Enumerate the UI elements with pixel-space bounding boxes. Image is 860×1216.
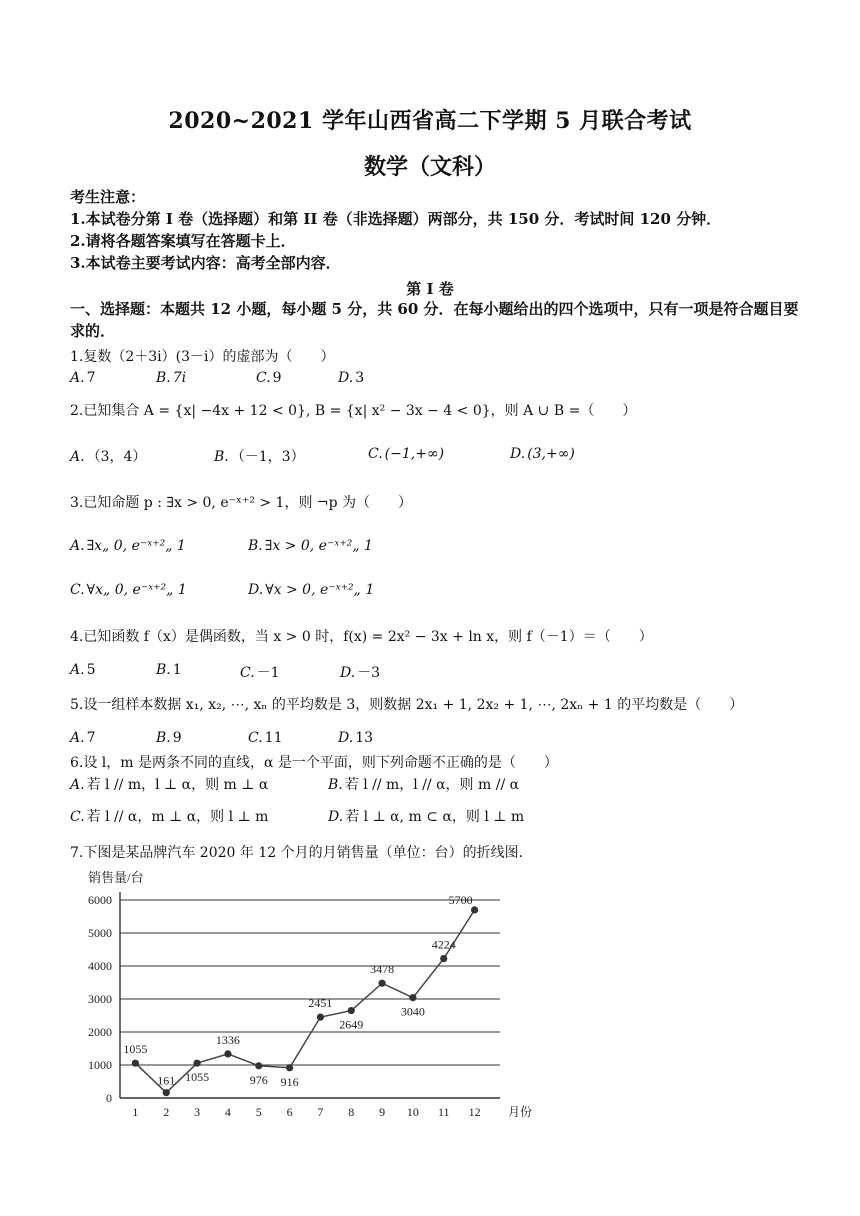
option-text: －3 — [357, 665, 381, 681]
x-tick-label: 5 — [255, 1105, 262, 1119]
data-label: 4224 — [431, 937, 456, 952]
option-text: ∃x„ 0, e⁻ˣ⁺²„ 1 — [86, 538, 186, 554]
x-axis-label: 月份 — [508, 1105, 533, 1119]
option-text: 若 l // α，m ⊥ α，则 l ⊥ m — [86, 809, 269, 825]
option-text: 11 — [264, 730, 283, 746]
option-text: 13 — [355, 730, 374, 746]
option-letter: B. — [328, 777, 343, 793]
option-letter: D. — [248, 582, 264, 598]
option-text: (−1,+∞) — [384, 446, 445, 462]
option-text: ∀x„ 0, e⁻ˣ⁺²„ 1 — [86, 582, 187, 598]
data-point — [348, 1007, 355, 1014]
option-text: (3,+∞) — [527, 446, 575, 462]
data-label: 161 — [157, 1073, 176, 1088]
y-tick-label: 3000 — [88, 992, 112, 1006]
data-point — [193, 1060, 200, 1067]
x-tick-label: 7 — [317, 1105, 324, 1119]
option-letter: B. — [156, 662, 171, 678]
x-tick-label: 8 — [348, 1105, 355, 1119]
y-tick-label: 0 — [106, 1091, 112, 1105]
option-text: ∀x > 0, e⁻ˣ⁺²„ 1 — [265, 582, 375, 598]
notice-item-1: 1.本试卷分第 I 卷（选择题）和第 II 卷（非选择题）两部分，共 150 分．考试时间 120 分钟． — [70, 210, 722, 228]
option-text: 7 — [86, 730, 96, 746]
data-label: 3040 — [400, 1004, 425, 1019]
option-letter: C. — [70, 582, 85, 598]
y-tick-label: 6000 — [88, 893, 112, 907]
sales-line-chart — [70, 866, 550, 1126]
option-text: 3 — [355, 370, 365, 386]
option-text: 7i — [172, 370, 187, 386]
option-letter: A. — [70, 662, 85, 678]
data-label: 2451 — [308, 996, 333, 1011]
notice-block — [70, 186, 800, 274]
option-text: －1 — [256, 665, 280, 681]
option-text: 若 l // m，l ⊥ α，则 m ⊥ α — [86, 777, 269, 793]
question-5-stem: 5.设一组样本数据 x₁, x₂, ⋯, xₙ 的平均数是 3，则数据 2x₁ + 1, 2x₂ + 1, ⋯, 2xₙ + 1 的平均数是（ ） — [70, 697, 744, 713]
option-letter: C. — [240, 665, 255, 681]
option-letter: B. — [156, 730, 171, 746]
data-point — [163, 1089, 170, 1096]
x-tick-label: 3 — [194, 1105, 201, 1119]
option-letter: A. — [70, 777, 85, 793]
x-tick-label: 10 — [406, 1105, 419, 1119]
data-point — [440, 955, 447, 962]
question-6-stem: 6.设 l，m 是两条不同的直线，α 是一个平面，则下列命题不正确的是（ ） — [70, 755, 558, 771]
data-label: 916 — [280, 1074, 299, 1089]
option-text: （－1，3） — [230, 449, 305, 465]
chart-svg — [70, 866, 550, 1126]
data-point — [317, 1014, 324, 1021]
data-label: 1055 — [123, 1042, 148, 1057]
option-text: 9 — [172, 730, 182, 746]
exam-subtitle: 数学（文科） — [363, 154, 496, 180]
x-tick-label: 1 — [132, 1105, 139, 1119]
x-tick-label: 4 — [224, 1105, 231, 1119]
option-letter: B. — [214, 449, 229, 465]
notice-item-3: 3.本试卷主要考试内容：高考全部内容． — [70, 254, 341, 272]
option-letter: A. — [70, 449, 85, 465]
data-label: 5700 — [448, 892, 473, 907]
x-tick-label: 11 — [437, 1105, 450, 1119]
option-letter: B. — [248, 538, 263, 554]
option-letter: B. — [156, 370, 171, 386]
question-4-stem: 4.已知函数 f（x）是偶函数，当 x > 0 时，f(x) = 2x² − 3x + ln x，则 f（－1）＝（ ） — [70, 629, 653, 645]
option-text: 7 — [86, 370, 96, 386]
data-point — [286, 1064, 293, 1071]
y-tick-label: 5000 — [88, 926, 112, 940]
option-letter: A. — [70, 730, 85, 746]
question-2-stem: 2.已知集合 A = {x| −4x + 12 < 0}, B = {x| x² − 3x − 4 < 0}，则 A ∪ B =（ ） — [70, 403, 637, 419]
data-point — [132, 1060, 139, 1067]
option-text: ∃x > 0, e⁻ˣ⁺²„ 1 — [264, 538, 373, 554]
option-text: 5 — [86, 662, 96, 678]
option-letter: D. — [340, 665, 356, 681]
notice-item-2: 2.请将各题答案填写在答题卡上． — [70, 232, 296, 250]
question-1-stem: 1.复数（2＋3i）(3－i）的虚部为（ ） — [70, 349, 335, 365]
notice-heading: 考生注意： — [70, 188, 146, 206]
x-tick-label: 12 — [468, 1105, 481, 1119]
y-tick-label: 2000 — [88, 1025, 112, 1039]
option-text: 若 l // m，l // α，则 m // α — [344, 777, 520, 793]
x-tick-label: 6 — [286, 1105, 293, 1119]
option-letter: C. — [368, 446, 383, 462]
question-7-stem: 7.下图是某品牌汽车 2020 年 12 个月的月销售量（单位：台）的折线图． — [70, 845, 533, 861]
question-3-stem: 3.已知命题 p : ∃x > 0, e⁻ˣ⁺² > 1，则 ¬p 为（ ） — [70, 495, 413, 511]
section-title: 第 I 卷 — [406, 280, 454, 298]
data-label: 976 — [249, 1072, 268, 1087]
data-label: 1336 — [215, 1032, 240, 1047]
exam-title: 2020~2021 学年山西省高二下学期 5 月联合考试 — [168, 108, 692, 134]
option-letter: D. — [328, 809, 344, 825]
option-text: （3，4） — [86, 449, 147, 465]
option-text: 1 — [172, 662, 182, 678]
x-tick-label: 9 — [379, 1105, 386, 1119]
option-letter: D. — [338, 730, 354, 746]
data-point — [471, 906, 478, 913]
x-tick-label: 2 — [163, 1105, 170, 1119]
option-letter: A. — [70, 370, 85, 386]
data-label: 3478 — [370, 962, 395, 977]
data-point — [409, 994, 416, 1001]
option-text: 若 l ⊥ α, m ⊂ α，则 l ⊥ m — [345, 809, 525, 825]
section-description: 一、选择题：本题共 12 小题，每小题 5 分，共 60 分．在每小题给出的四个选项中，只有一项是符合题目要求的． — [70, 300, 799, 340]
option-letter: C. — [256, 370, 271, 386]
data-label: 1055 — [185, 1070, 210, 1085]
option-letter: C. — [70, 809, 85, 825]
option-letter: D. — [338, 370, 354, 386]
data-point — [378, 980, 385, 987]
option-letter: C. — [248, 730, 263, 746]
option-text: 9 — [272, 370, 282, 386]
data-label: 2649 — [339, 1017, 364, 1032]
y-tick-label: 4000 — [88, 959, 112, 973]
y-axis-label: 销售量/台 — [88, 870, 144, 885]
data-point — [255, 1062, 262, 1069]
option-letter: A. — [70, 538, 85, 554]
y-tick-label: 1000 — [88, 1058, 112, 1072]
option-letter: D. — [510, 446, 526, 462]
data-point — [224, 1050, 231, 1057]
